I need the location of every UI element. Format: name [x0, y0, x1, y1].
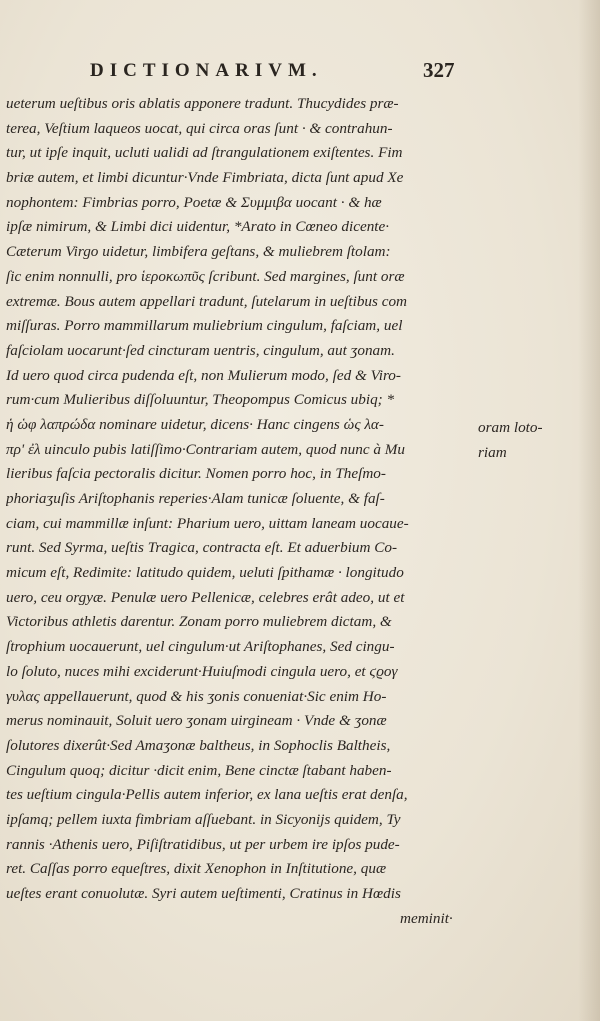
- text-line: Victoribus athletis darentur. Zonam porro muliebrem dictam, &: [6, 613, 392, 631]
- margin-note: [478, 416, 558, 465]
- text-line: ſtrophium uocauerunt, uel cingulum·ut Ariſtophanes, Sed cingu-: [6, 638, 395, 656]
- text-line: ipſamq; pellem iuxta fimbriam aſſuebant. in Sicyonijs quidem, Ty: [6, 810, 401, 828]
- text-line: ueterum ueſtibus oris ablatis apponere tradunt. Thucydides præ-: [6, 95, 399, 112]
- running-header: [0, 60, 600, 90]
- text-line: runt. Sed Syrma, ueſtis Tragica, contracta eſt. Et aduerbium Co-: [6, 539, 398, 557]
- text-line: rum·cum Mulieribus diſſoluuntur, Theopompus Comicus ubiq; *: [6, 391, 395, 409]
- text-line: πρ' ἐλ uinculo pubis latiſſimo·Contrariam autem, quod nunc à Mu: [6, 440, 405, 458]
- text-line: lo ſoluto, nuces mihi exciderunt·Huiuſmodi cingula uero, et ϛϱογ: [6, 662, 398, 680]
- text-line: ἡ ὡφ λαπρώδα nominare uidetur, dicens· Hanc cingens ὡς λα-: [6, 415, 384, 433]
- running-title: DICTIONARIVM.: [90, 60, 323, 81]
- text-line: faſciolam uocarunt·ſed cincturam uentris, cingulum, aut ʒonam.: [6, 341, 395, 359]
- text-line: micum eſt, Redimite: latitudo quidem, ueluti ſpithamæ · longitudo: [6, 564, 404, 582]
- text-line: terea, Veſtium laqueos uocat, qui circa oras ſunt · & contrahun-: [6, 119, 393, 137]
- text-line: tes ueſtium cingula·Pellis autem inferior, ex lana ueſtis erat denſa,: [6, 786, 408, 804]
- page-number: 327: [423, 58, 455, 82]
- text-line: merus nominauit, Soluit uero ʒonam uirgineam · Vnde & ʒonæ: [6, 712, 387, 730]
- text-line: Cæterum Virgo uidetur, limbifera geſtans, & muliebrem ſtolam:: [6, 243, 391, 261]
- text-line: briæ autem, et limbi dicuntur·Vnde Fimbriata, dicta ſunt apud Xe: [6, 169, 404, 187]
- text-line: lieribus faſcia pectoralis dicitur. Nomen porro hoc, in Theſmo-: [6, 465, 386, 483]
- main-text-block: [6, 92, 476, 907]
- text-line: phoriaʒuſis Ariſtophanis reperies·Alam tunicæ ſoluente, & faſ-: [6, 490, 385, 507]
- page-gutter-shadow: [578, 0, 600, 1021]
- text-line: rannis ·Athenis uero, Piſiſtratidibus, ut per urbem ire ipſos pude-: [6, 835, 400, 853]
- text-line: ipſæ nimirum, & Limbi dici uidentur, *Arato in Cœneo dicente·: [6, 218, 390, 236]
- text-line: Id uero quod circa pudenda eſt, non Mulierum modo, ſed & Viro-: [6, 366, 401, 384]
- margin-note-line: riam: [478, 443, 507, 461]
- margin-note-line: oram loto-: [478, 419, 543, 436]
- text-line: γυλας appellauerunt, quod & his ʒonis conueniat·Sic enim Ho-: [6, 687, 387, 705]
- text-line: miſſuras. Porro mammillarum muliebrium cingulum, faſciam, uel: [6, 317, 403, 335]
- text-line: ſolutores dixerût·Sed Amaʒonæ baltheus, in Sophoclis Baltheis,: [6, 736, 391, 754]
- text-line: ret. Caſſas porro equeſtres, dixit Xenophon in Inſtitutione, quæ: [6, 860, 387, 878]
- text-line: uero, ceu orgyæ. Penulæ uero Pellenicæ, celebres erât adeo, ut et: [6, 588, 405, 606]
- text-line: tur, ut ipſe inquit, ucluti ualidi ad ſtrangulationem exiſtentes. Fim: [6, 144, 403, 162]
- text-line: ciam, cui mammillæ inſunt: Pharium uero, uittam laneam uocaue-: [6, 514, 409, 532]
- text-line: Cingulum quoq; dicitur ·dicit enim, Bene cinctæ ſtabant haben-: [6, 761, 392, 779]
- text-line: extremæ. Bous autem appellari tradunt, ſutelarum in ueſtibus com: [6, 292, 408, 310]
- catchword: meminit·: [400, 910, 453, 927]
- text-line: nophontem: Fimbrias porro, Poetæ & Συμμιβα uocant · & hæ: [6, 193, 382, 211]
- text-line: ueſtes erant conuolutæ. Syri autem ueſtimenti, Cratinus in Hœdis: [6, 885, 401, 902]
- text-line: ſic enim nonnulli, pro ἱεροκωπῦς ſcribunt. Sed margines, ſunt oræ: [6, 267, 405, 285]
